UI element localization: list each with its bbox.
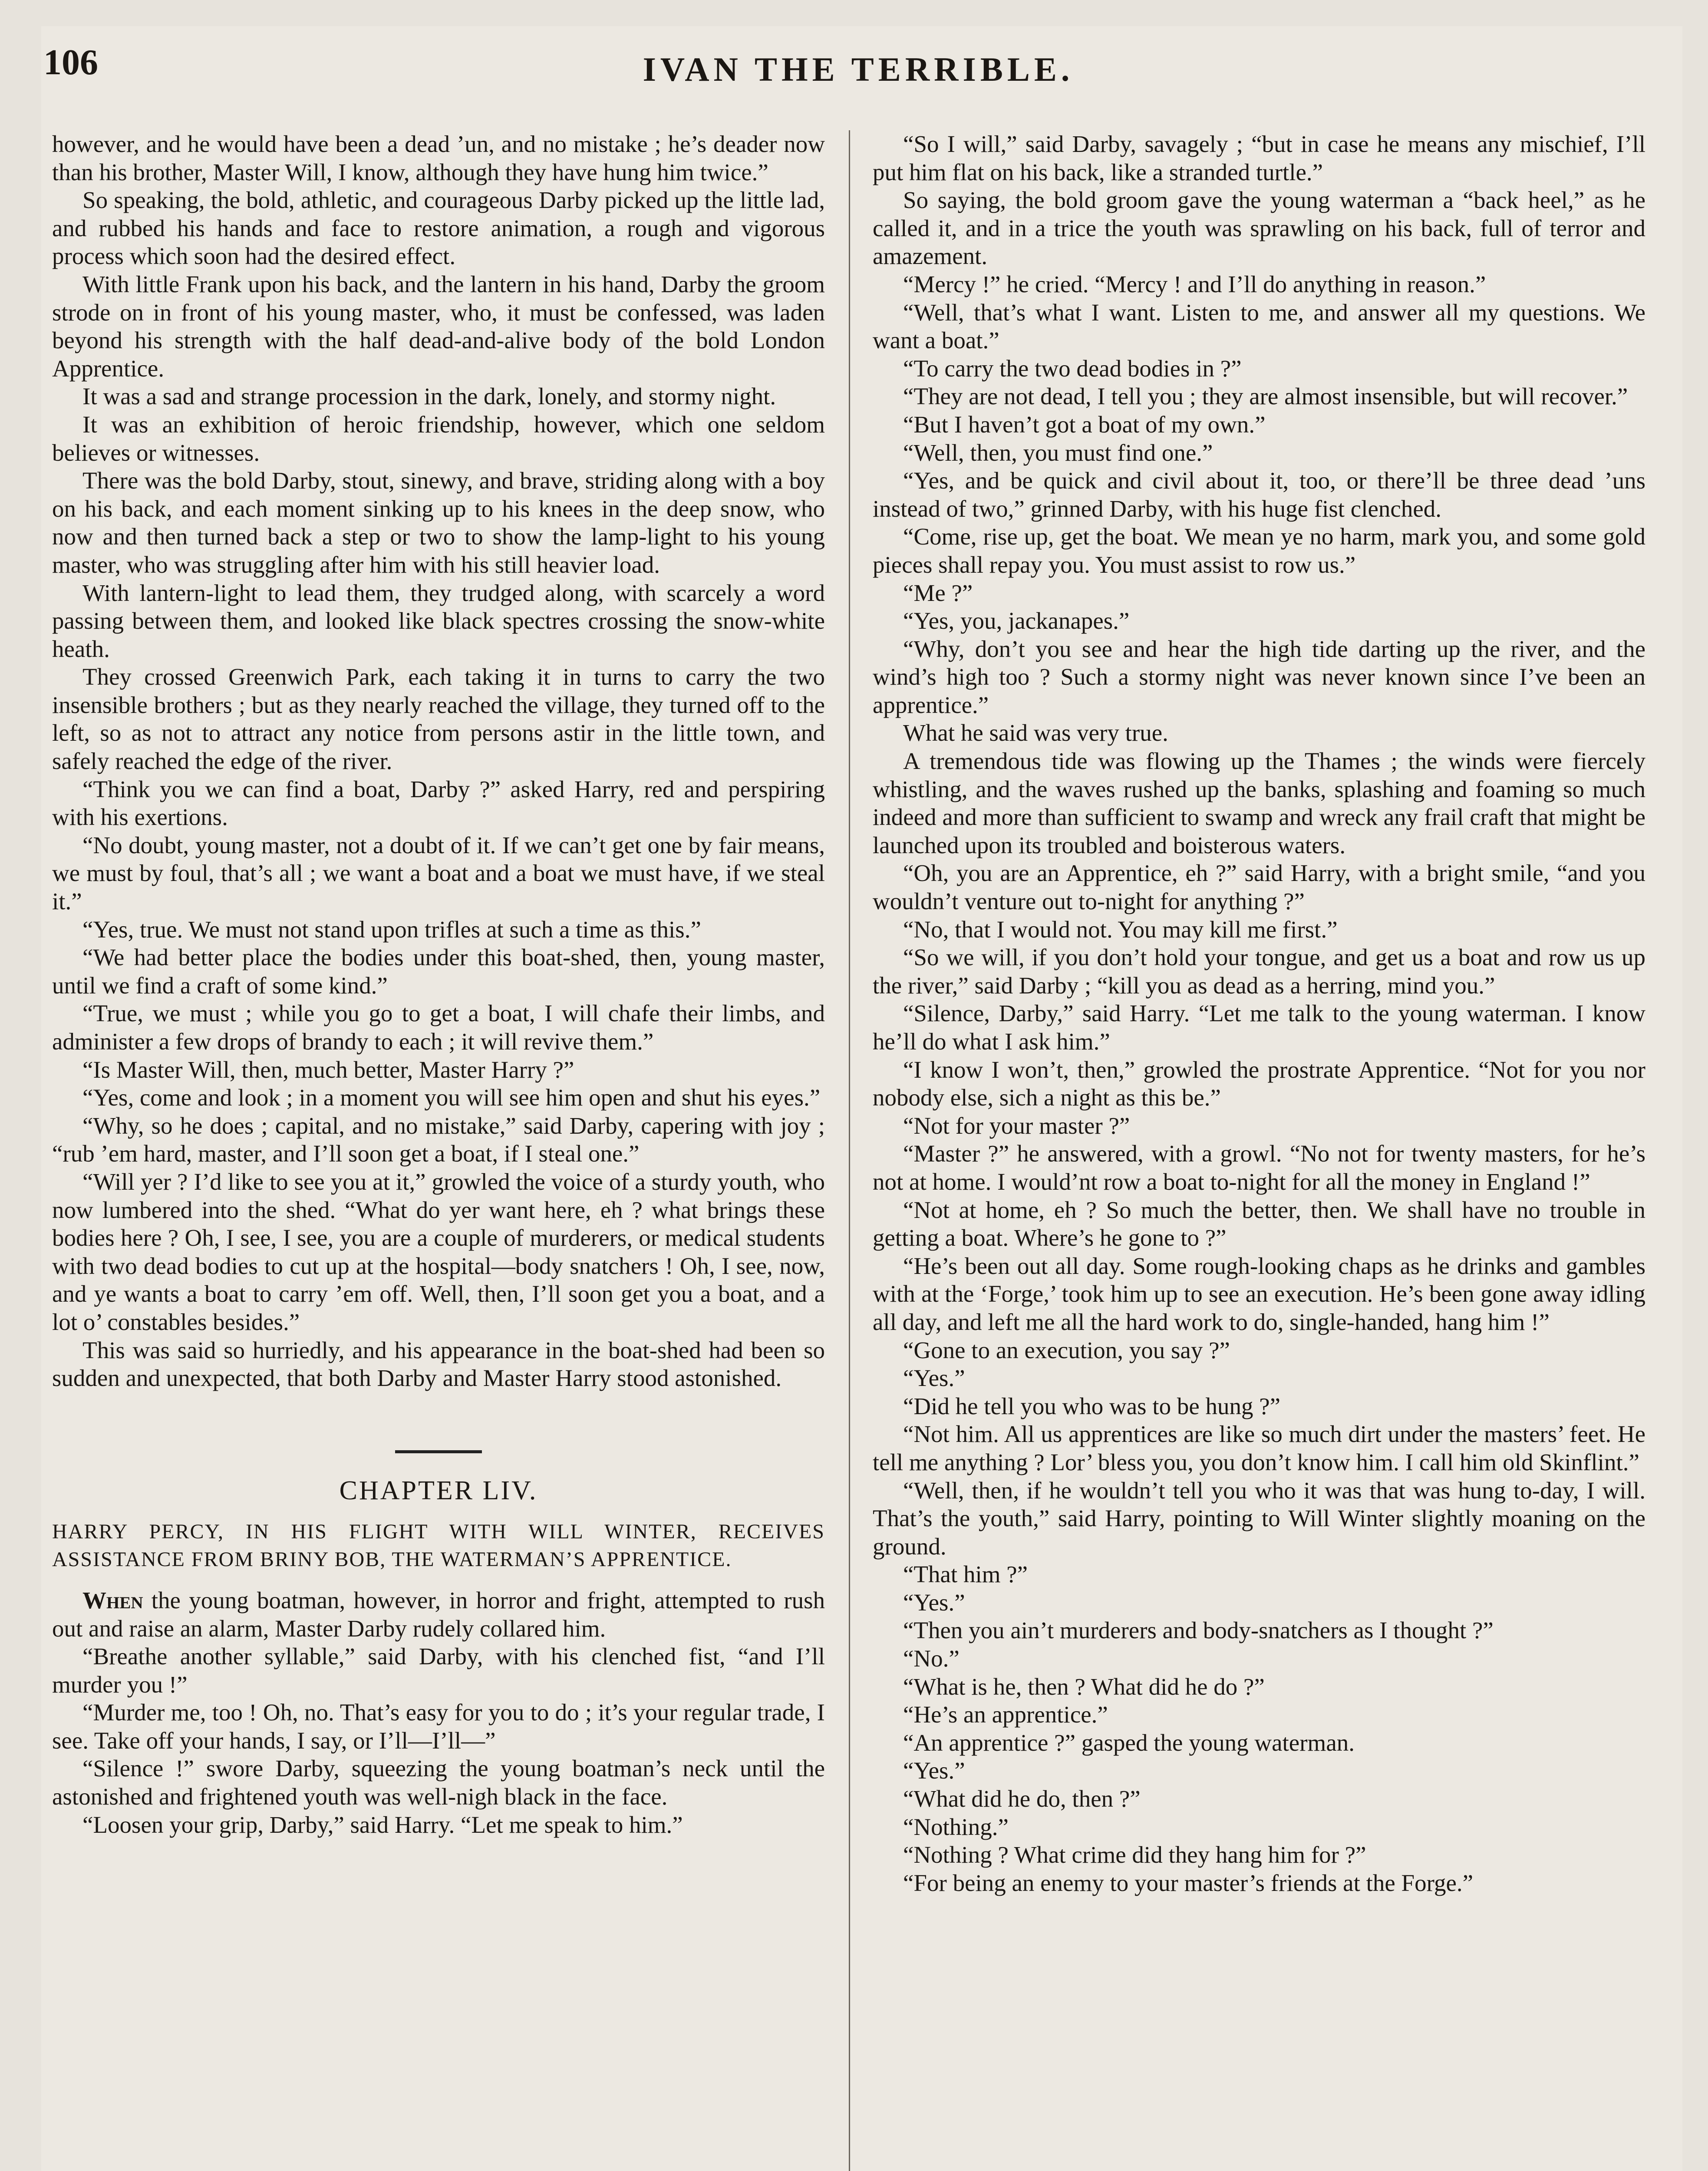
- paragraph: “True, we must ; while you go to get a boat, I will chafe their limbs, and administer a few drops of brandy to each ; it will revive them.”: [52, 1000, 825, 1055]
- paragraph: A tremendous tide was flowing up the Thames ; the winds were fiercely whistling, and the waves rushed up the banks, splashing and foaming so much indeed and more than sufficient to swamp and wreck any frail craft that might be launched upon its troubled and boisterous waters.: [873, 748, 1645, 858]
- paragraph: “But I haven’t got a boat of my own.”: [903, 411, 1266, 438]
- column-rule: [849, 130, 850, 2171]
- running-title: IVAN THE TERRIBLE.: [643, 50, 1074, 88]
- chapter-summary: HARRY PERCY, IN HIS FLIGHT WITH WILL WINTER, RECEIVES ASSISTANCE FROM BRINY BOB, THE WATERMAN’S APPRENTICE.: [52, 1520, 825, 1571]
- drop-word: When: [82, 1587, 143, 1613]
- paragraph: “Then you ain’t murderers and body-snatchers as I thought ?”: [903, 1617, 1494, 1644]
- paragraph: It was an exhibition of heroic friendship, however, which one seldom believes or witnesses.: [52, 411, 825, 466]
- paragraph: “So we will, if you don’t hold your tongue, and get us a boat and row us up the river,” said Darby ; “kill you as dead as a herring, mind you.”: [873, 944, 1645, 999]
- paragraph: “So I will,” said Darby, savagely ; “but in case he means any mischief, I’ll put him flat on his back, like a stranded turtle.”: [873, 131, 1645, 185]
- paragraph: “For being an enemy to your master’s friends at the Forge.”: [903, 1869, 1474, 1896]
- paragraph: There was the bold Darby, stout, sinewy, and brave, striding along with a boy on his back, and each moment sinking up to his knees in the deep snow, who now and then turned back a step or two to show the lamp-light to his young master, who was struggling after him with his still heavier load.: [52, 467, 825, 578]
- paragraph: With lantern-light to lead them, they trudged along, with scarcely a word passing between them, and looked like black spectres crossing the snow-white heath.: [52, 579, 825, 662]
- paragraph: “Silence !” swore Darby, squeezing the young boatman’s neck until the astonished and frightened youth was well-nigh black in the face.: [52, 1755, 825, 1810]
- paragraph: “Why, so he does ; capital, and no mistake,” said Darby, capering with joy ; “rub ’em hard, master, and I’ll soon get a boat, if I steal one.”: [52, 1112, 825, 1167]
- paragraph: “Loosen your grip, Darby,” said Harry. “Let me speak to him.”: [82, 1811, 683, 1838]
- paragraph: “Yes, come and look ; in a moment you will see him open and shut his eyes.”: [82, 1084, 821, 1111]
- paragraph: “Will yer ? I’d like to see you at it,” growled the voice of a sturdy youth, who now lumbered into the shed. “What do yer want here, eh ? what brings these bodies here ? Oh, I see, I see, you are a couple of murderers, or medical students with two dead bodies to cut up at the hospital—body snatchers ! Oh, I see, now, and ye wants a boat to carry ’em off. Well, then, I’ll soon get you a boat, and a lot o’ constables besides.”: [52, 1168, 825, 1335]
- paragraph: “An apprentice ?” gasped the young waterman.: [903, 1729, 1355, 1756]
- paragraph: “Well, then, if he wouldn’t tell you who it was that was hung to-day, I will. That’s the youth,” said Harry, pointing to Will Winter slightly moaning on the ground.: [873, 1477, 1645, 1560]
- paragraph: What he said was very true.: [903, 719, 1168, 746]
- paragraph: “Master ?” he answered, with a growl. “No not for twenty masters, for he’s not at home. I would’nt row a boat to-night for all the money in England !”: [873, 1140, 1645, 1195]
- paragraph: “Breathe another syllable,” said Darby, with his clenched fist, “and I’ll murder you !”: [52, 1643, 825, 1698]
- paragraph: “That him ?”: [903, 1561, 1028, 1588]
- paragraph: “Yes, and be quick and civil about it, too, or there’ll be three dead ’uns instead of two,” grinned Darby, with his huge fist clenched.: [873, 467, 1645, 522]
- paragraph: “Yes, true. We must not stand upon trifles at such a time as this.”: [82, 916, 701, 943]
- page-number: 106: [43, 42, 98, 82]
- paragraph: “I know I won’t, then,” growled the prostrate Apprentice. “Not for you nor nobody else, sich a night as this be.”: [873, 1056, 1645, 1111]
- paragraph: “Gone to an execution, you say ?”: [903, 1336, 1230, 1363]
- paragraph: “He’s an apprentice.”: [903, 1701, 1108, 1728]
- paragraph: “Think you we can find a boat, Darby ?” asked Harry, red and perspiring with his exertions.: [52, 775, 825, 831]
- paragraph: “Oh, you are an Apprentice, eh ?” said Harry, with a bright smile, “and you wouldn’t venture out to-night for anything ?”: [873, 860, 1645, 915]
- paragraph: “Is Master Will, then, much better, Master Harry ?”: [82, 1056, 574, 1083]
- paragraph: This was said so hurriedly, and his appearance in the boat-shed had been so sudden and unexpected, that both Darby and Master Harry stood astonished.: [52, 1336, 825, 1392]
- paragraph: however, and he would have been a dead ’un, and no mistake ; he’s deader now than his brother, Master Will, I know, although they have hung him twice.”: [52, 131, 825, 185]
- paragraph: “No doubt, young master, not a doubt of it. If we can’t get one by fair means, we must by foul, that’s all ; we want a boat and a boat we must have, if we steal it.”: [52, 831, 825, 915]
- paragraph: “We had better place the bodies under this boat-shed, then, young master, until we find a craft of some kind.”: [52, 944, 825, 999]
- paragraph: “Yes.”: [903, 1757, 965, 1784]
- paragraph: “Nothing ? What crime did they hang him for ?”: [903, 1841, 1366, 1868]
- paragraph: “What did he do, then ?”: [903, 1785, 1141, 1812]
- right-column: [873, 130, 1645, 1897]
- paragraph: “Yes.”: [903, 1365, 965, 1392]
- paragraph: So saying, the bold groom gave the young waterman a “back heel,” as he called it, and in a trice the youth was sprawling on his back, full of terror and amazement.: [873, 187, 1645, 270]
- paragraph: “They are not dead, I tell you ; they are almost insensible, but will recover.”: [903, 383, 1628, 410]
- paragraph: “Why, don’t you see and hear the high tide darting up the river, and the wind’s high too ? Such a stormy night was never known since I’ve been an apprentice.”: [873, 635, 1645, 718]
- paragraph: “Me ?”: [903, 579, 973, 606]
- paragraph: “Murder me, too ! Oh, no. That’s easy for you to do ; it’s your regular trade, I see. Take off your hands, I say, or I’ll—I’ll—”: [52, 1699, 825, 1754]
- section-break: [52, 1432, 825, 1460]
- paragraph: “Yes, you, jackanapes.”: [903, 607, 1130, 634]
- paragraph: “Well, then, you must find one.”: [903, 439, 1213, 466]
- chapter-heading: CHAPTER LIV.: [339, 1476, 538, 1506]
- paragraph: “Not for your master ?”: [903, 1112, 1130, 1139]
- left-column: [52, 130, 825, 1839]
- paragraph: “No, that I would not. You may kill me first.”: [903, 916, 1338, 943]
- paragraph: “Not him. All us apprentices are like so much dirt under the masters’ feet. He tell me anything ? Lor’ bless you, you don’t know him. I call him old Skinflint.”: [873, 1421, 1645, 1475]
- paragraph: So speaking, the bold, athletic, and courageous Darby picked up the little lad, and rubbed his hands and face to restore animation, a rough and vigorous process which soon had the desired effect.: [52, 187, 825, 270]
- page-header: [43, 33, 1673, 102]
- paragraph: It was a sad and strange procession in the dark, lonely, and stormy night.: [82, 383, 776, 410]
- paragraph: “Mercy !” he cried. “Mercy ! and I’ll do anything in reason.”: [903, 271, 1486, 297]
- paragraph: “Not at home, eh ? So much the better, then. We shall have no trouble in getting a boat. Where’s he gone to ?”: [873, 1196, 1645, 1251]
- paragraph: “Silence, Darby,” said Harry. “Let me talk to the young waterman. I know he’ll do what I ask him.”: [873, 1000, 1645, 1055]
- paragraph: “Come, rise up, get the boat. We mean ye no harm, mark you, and some gold pieces shall repay you. You must assist to row us.”: [873, 523, 1645, 578]
- paragraph: “He’s been out all day. Some rough-looking chaps as he drinks and gambles with at the ‘Forge,’ took him up to see an execution. He’s been gone away idling all day, and left me all the hard work to do, single-handed, hang him !”: [873, 1252, 1645, 1335]
- chapter-opening-paragraph: [52, 1587, 825, 1643]
- paragraph: With little Frank upon his back, and the lantern in his hand, Darby the groom strode on in front of his young master, who, it must be confessed, was laden beyond his strength with the half dead-and-alive body of the bold London Apprentice.: [52, 271, 825, 382]
- section-divider: [395, 1450, 482, 1453]
- paragraph: “Yes.”: [903, 1589, 965, 1616]
- opening-text: the young boatman, however, in horror and fright, attempted to rush out and raise an alarm, Master Darby rudely collared him.: [52, 1587, 825, 1642]
- paragraph: “Well, that’s what I want. Listen to me, and answer all my questions. We want a boat.”: [873, 299, 1645, 354]
- paragraph: “What is he, then ? What did he do ?”: [903, 1673, 1265, 1700]
- paragraph: “To carry the two dead bodies in ?”: [903, 355, 1242, 382]
- paragraph: They crossed Greenwich Park, each taking it in turns to carry the two insensible brothers ; but as they nearly reached the village, they turned off to the left, so as not to attract any notice from persons astir in the little town, and safely reached the edge of the river.: [52, 663, 825, 775]
- paragraph: “Nothing.”: [903, 1813, 1009, 1840]
- paragraph: “Did he tell you who was to be hung ?”: [903, 1392, 1281, 1419]
- paragraph: “No.”: [903, 1645, 960, 1672]
